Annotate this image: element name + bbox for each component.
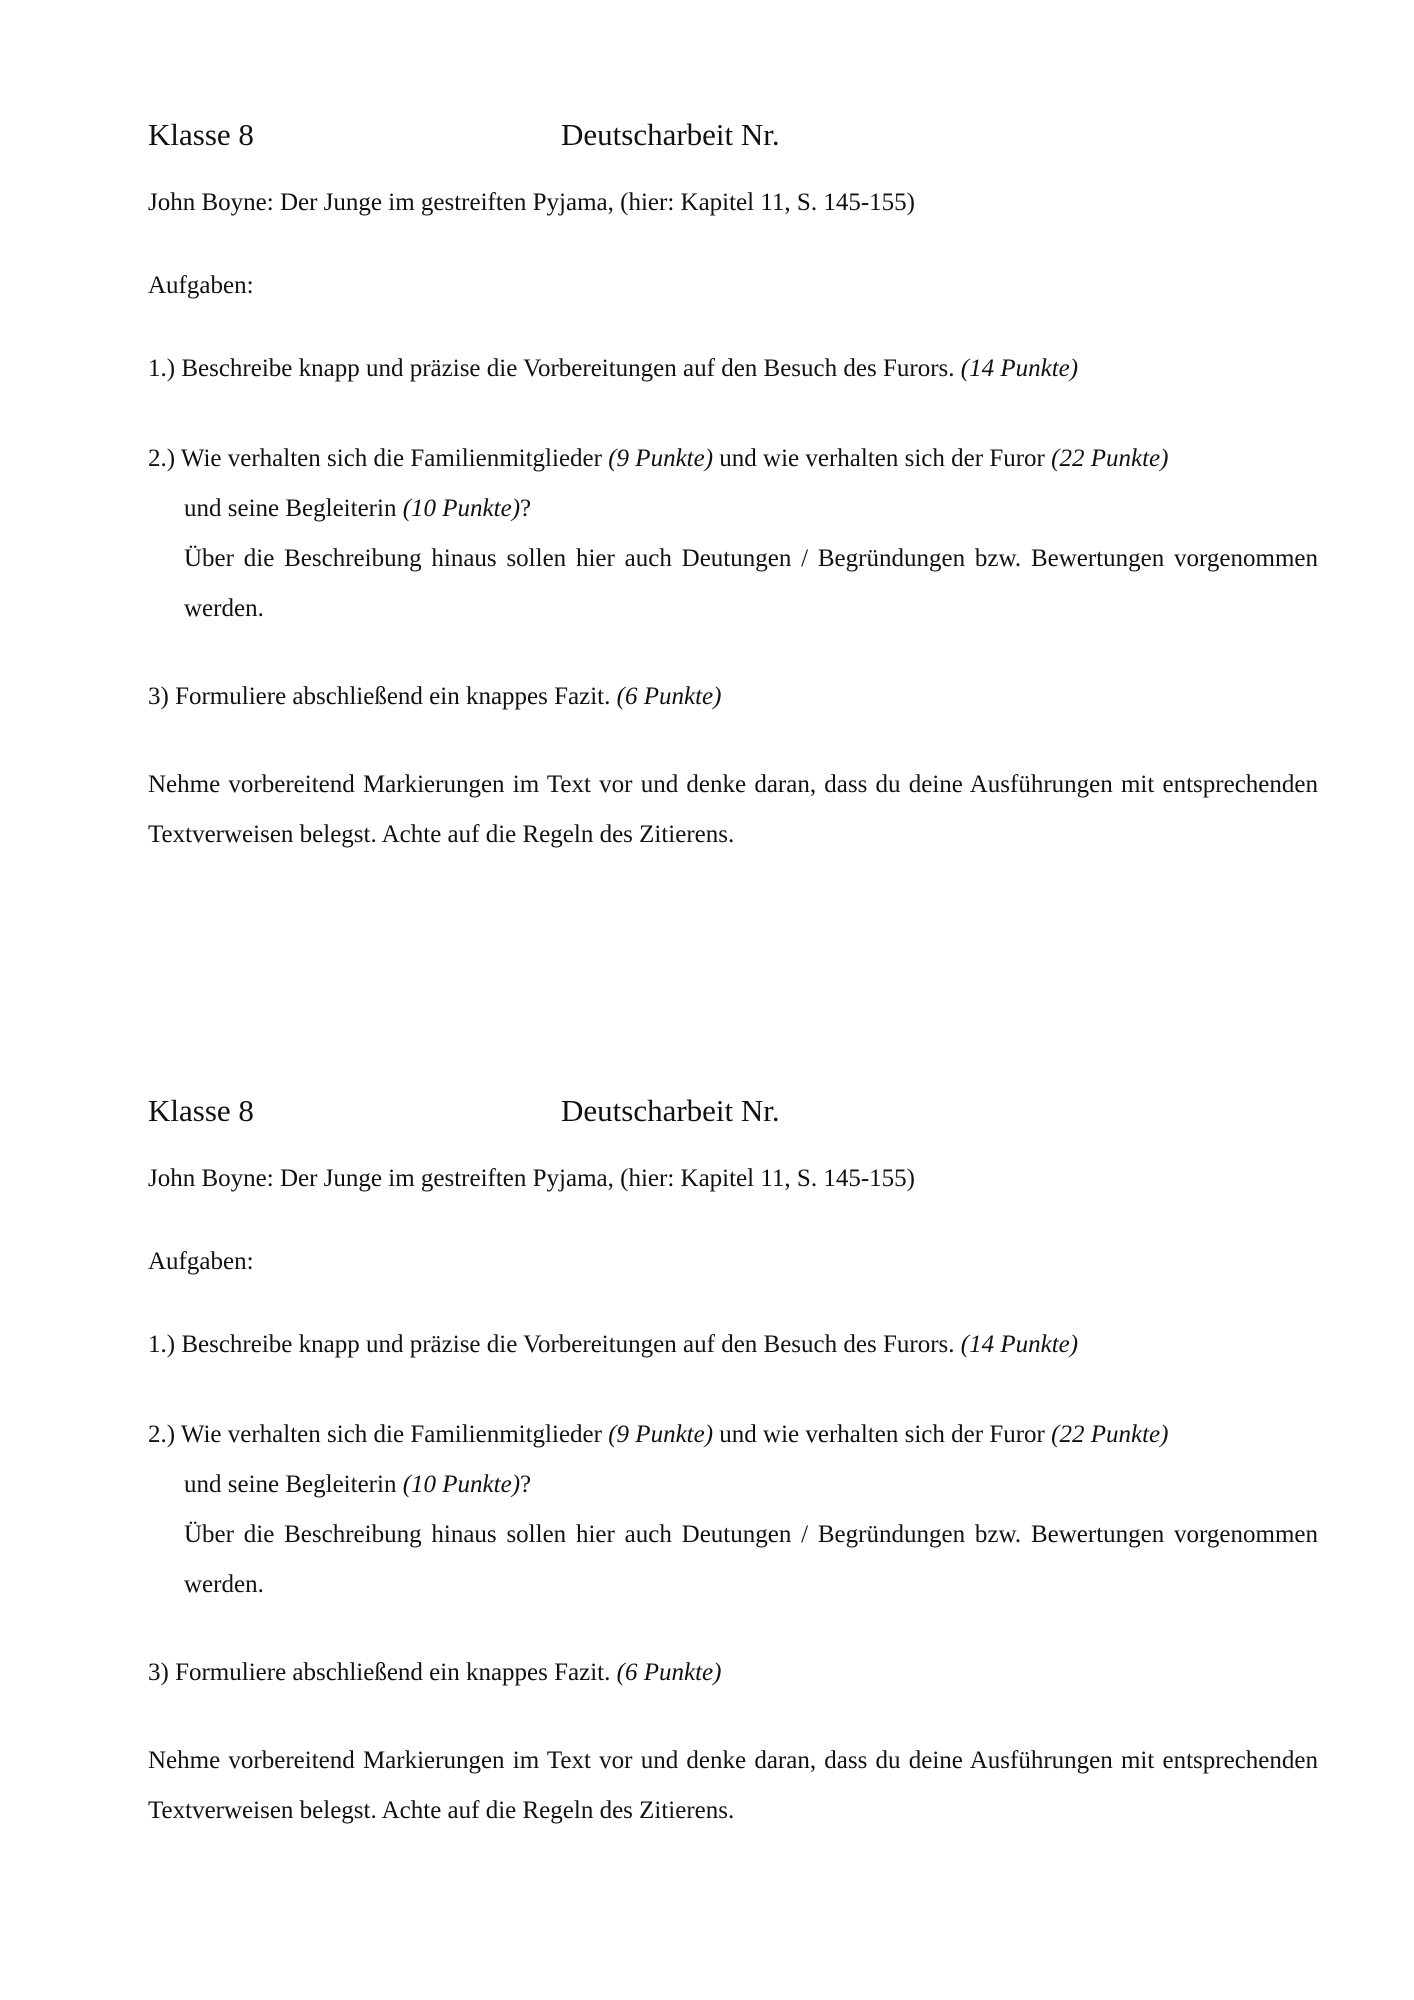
- task-2-extra: Über die Beschreibung hinaus sollen hier auch Deutungen / Begründungen bzw. Bewertungen vorgenommen werden.: [184, 545, 1318, 622]
- task-2-part-c: und seine Begleiterin: [184, 1471, 403, 1498]
- sheet-header: [148, 110, 1318, 160]
- task-2-line-1: [148, 434, 1318, 484]
- task-3-points: (6 Punkte): [616, 683, 722, 710]
- tasks-label: Aufgaben:: [148, 272, 254, 299]
- task-1: [148, 352, 1318, 386]
- task-2-part-a: 2.) Wie verhalten sich die Familienmitglieder: [148, 445, 609, 472]
- task-2-points-c: (10 Punkte): [402, 1471, 521, 1498]
- sheet-header: [148, 1086, 1318, 1136]
- task-2-part-c: und seine Begleiterin: [184, 495, 403, 522]
- task-2-continuation: [148, 484, 1318, 634]
- exam-title: Deutscharbeit Nr.: [561, 117, 780, 152]
- task-2-points-c: (10 Punkte): [402, 495, 521, 522]
- task-2-continuation: [148, 1460, 1318, 1610]
- task-3: [148, 1656, 1318, 1690]
- task-1-text: 1.) Beschreibe knapp und präzise die Vorbereitungen auf den Besuch des Furors.: [148, 1331, 961, 1358]
- task-2-part-d: ?: [520, 1471, 532, 1498]
- task-2-line-2: [184, 1460, 1318, 1510]
- tasks-label: Aufgaben:: [148, 1248, 254, 1275]
- task-2-extra: Über die Beschreibung hinaus sollen hier auch Deutungen / Begründungen bzw. Bewertungen vorgenommen werden.: [184, 1521, 1318, 1598]
- class-label: Klasse 8: [148, 117, 254, 152]
- task-2-part-b: und wie verhalten sich der Furor: [713, 1421, 1052, 1448]
- task-2-points-a: (9 Punkte): [608, 1421, 714, 1448]
- book-reference: John Boyne: Der Junge im gestreiften Pyjama, (hier: Kapitel 11, S. 145-155): [148, 1165, 915, 1192]
- book-reference: John Boyne: Der Junge im gestreiften Pyjama, (hier: Kapitel 11, S. 145-155): [148, 189, 915, 216]
- class-label: Klasse 8: [148, 1093, 254, 1128]
- task-1-points: (14 Punkte): [960, 355, 1079, 382]
- exam-sheet-bottom: [148, 1086, 1318, 1836]
- task-2-points-b: (22 Punkte): [1051, 1421, 1169, 1448]
- task-1-text: 1.) Beschreibe knapp und präzise die Vorbereitungen auf den Besuch des Furors.: [148, 355, 961, 382]
- task-3-text: 3) Formuliere abschließend ein knappes Fazit.: [148, 683, 617, 710]
- task-2-line-2: [184, 484, 1318, 534]
- task-2-points-a: (9 Punkte): [608, 445, 714, 472]
- task-2-points-b: (22 Punkte): [1051, 445, 1169, 472]
- task-2: [148, 1410, 1318, 1610]
- task-1-points: (14 Punkte): [960, 1331, 1079, 1358]
- task-2-part-d: ?: [520, 495, 532, 522]
- instruction-note: Nehme vorbereitend Markierungen im Text vor und denke daran, dass du deine Ausführungen mit entsprechenden Textverweisen belegst. Achte auf die Regeln des Zitierens.: [148, 1747, 1318, 1824]
- task-2-part-a: 2.) Wie verhalten sich die Familienmitglieder: [148, 1421, 609, 1448]
- task-1: [148, 1328, 1318, 1362]
- instruction-note: Nehme vorbereitend Markierungen im Text vor und denke daran, dass du deine Ausführungen mit entsprechenden Textverweisen belegst. Achte auf die Regeln des Zitierens.: [148, 771, 1318, 848]
- task-3-points: (6 Punkte): [616, 1659, 722, 1686]
- task-3: [148, 680, 1318, 714]
- exam-sheet-top: [148, 110, 1318, 860]
- task-2-part-b: und wie verhalten sich der Furor: [713, 445, 1052, 472]
- task-2: [148, 434, 1318, 634]
- exam-title: Deutscharbeit Nr.: [561, 1093, 780, 1128]
- task-3-text: 3) Formuliere abschließend ein knappes Fazit.: [148, 1659, 617, 1686]
- task-2-line-1: [148, 1410, 1318, 1460]
